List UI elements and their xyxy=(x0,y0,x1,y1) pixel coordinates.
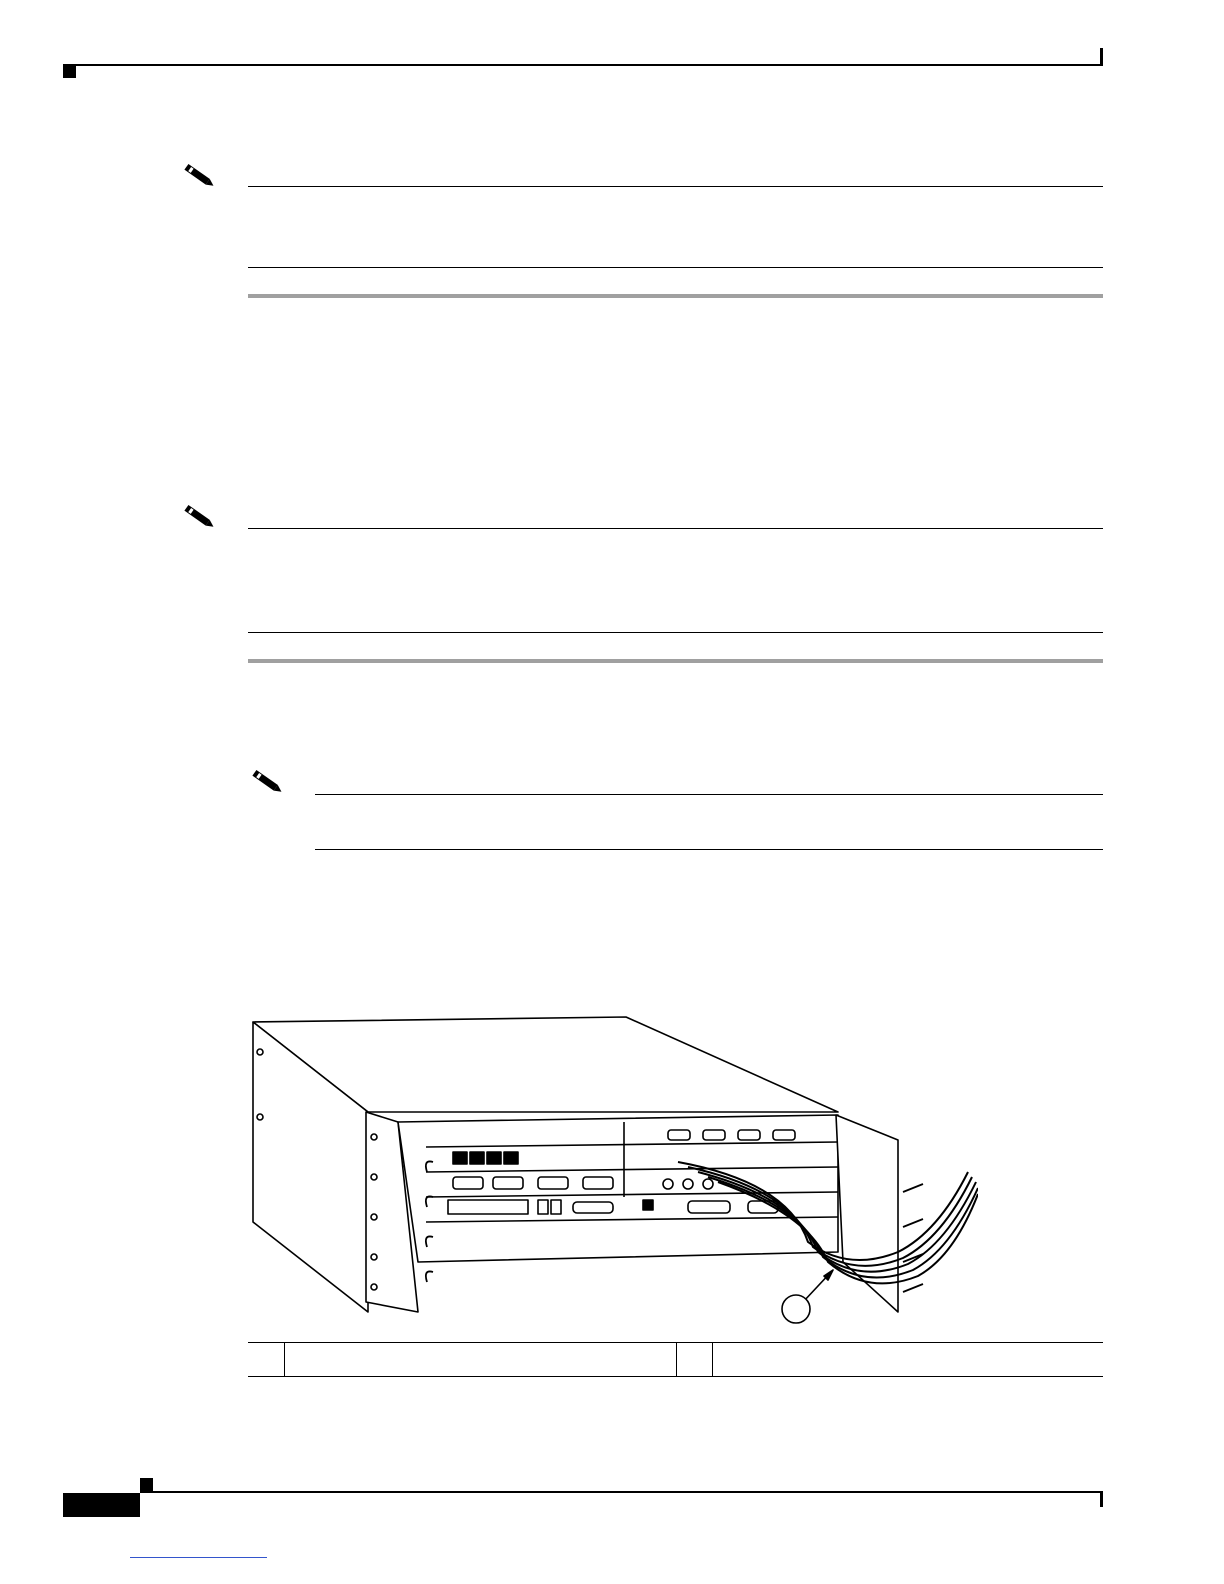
note-3-bottom-rule xyxy=(315,849,1103,850)
table-divider-2 xyxy=(676,1342,677,1376)
step-rule-2 xyxy=(248,659,1103,663)
note-pencil-icon xyxy=(180,503,218,529)
note-2-bottom-rule xyxy=(248,632,1103,633)
note-2-top-rule xyxy=(248,528,1103,529)
callout-circle xyxy=(782,1295,810,1323)
footer-page-tab xyxy=(63,1493,140,1517)
footer-link-underline[interactable] xyxy=(130,1557,267,1558)
header-rule xyxy=(63,64,1103,66)
footer-square-marker xyxy=(140,1478,153,1491)
note-pencil-icon xyxy=(180,162,218,188)
header-bar-marker xyxy=(1100,48,1103,64)
note-1-bottom-rule xyxy=(248,267,1103,268)
table-bottom-rule xyxy=(248,1376,1103,1377)
step-rule-1 xyxy=(248,294,1103,298)
note-1-top-rule xyxy=(248,186,1103,187)
note-3-top-rule xyxy=(315,794,1103,795)
router-chassis-figure xyxy=(248,1012,978,1332)
footer-rule xyxy=(140,1491,1103,1493)
table-divider-1 xyxy=(284,1342,285,1376)
footer-bar-marker xyxy=(1100,1493,1103,1507)
note-pencil-icon xyxy=(248,768,286,794)
footer-page-number xyxy=(63,1493,140,1503)
header-square-marker xyxy=(63,65,76,78)
table-divider-3 xyxy=(712,1342,713,1376)
